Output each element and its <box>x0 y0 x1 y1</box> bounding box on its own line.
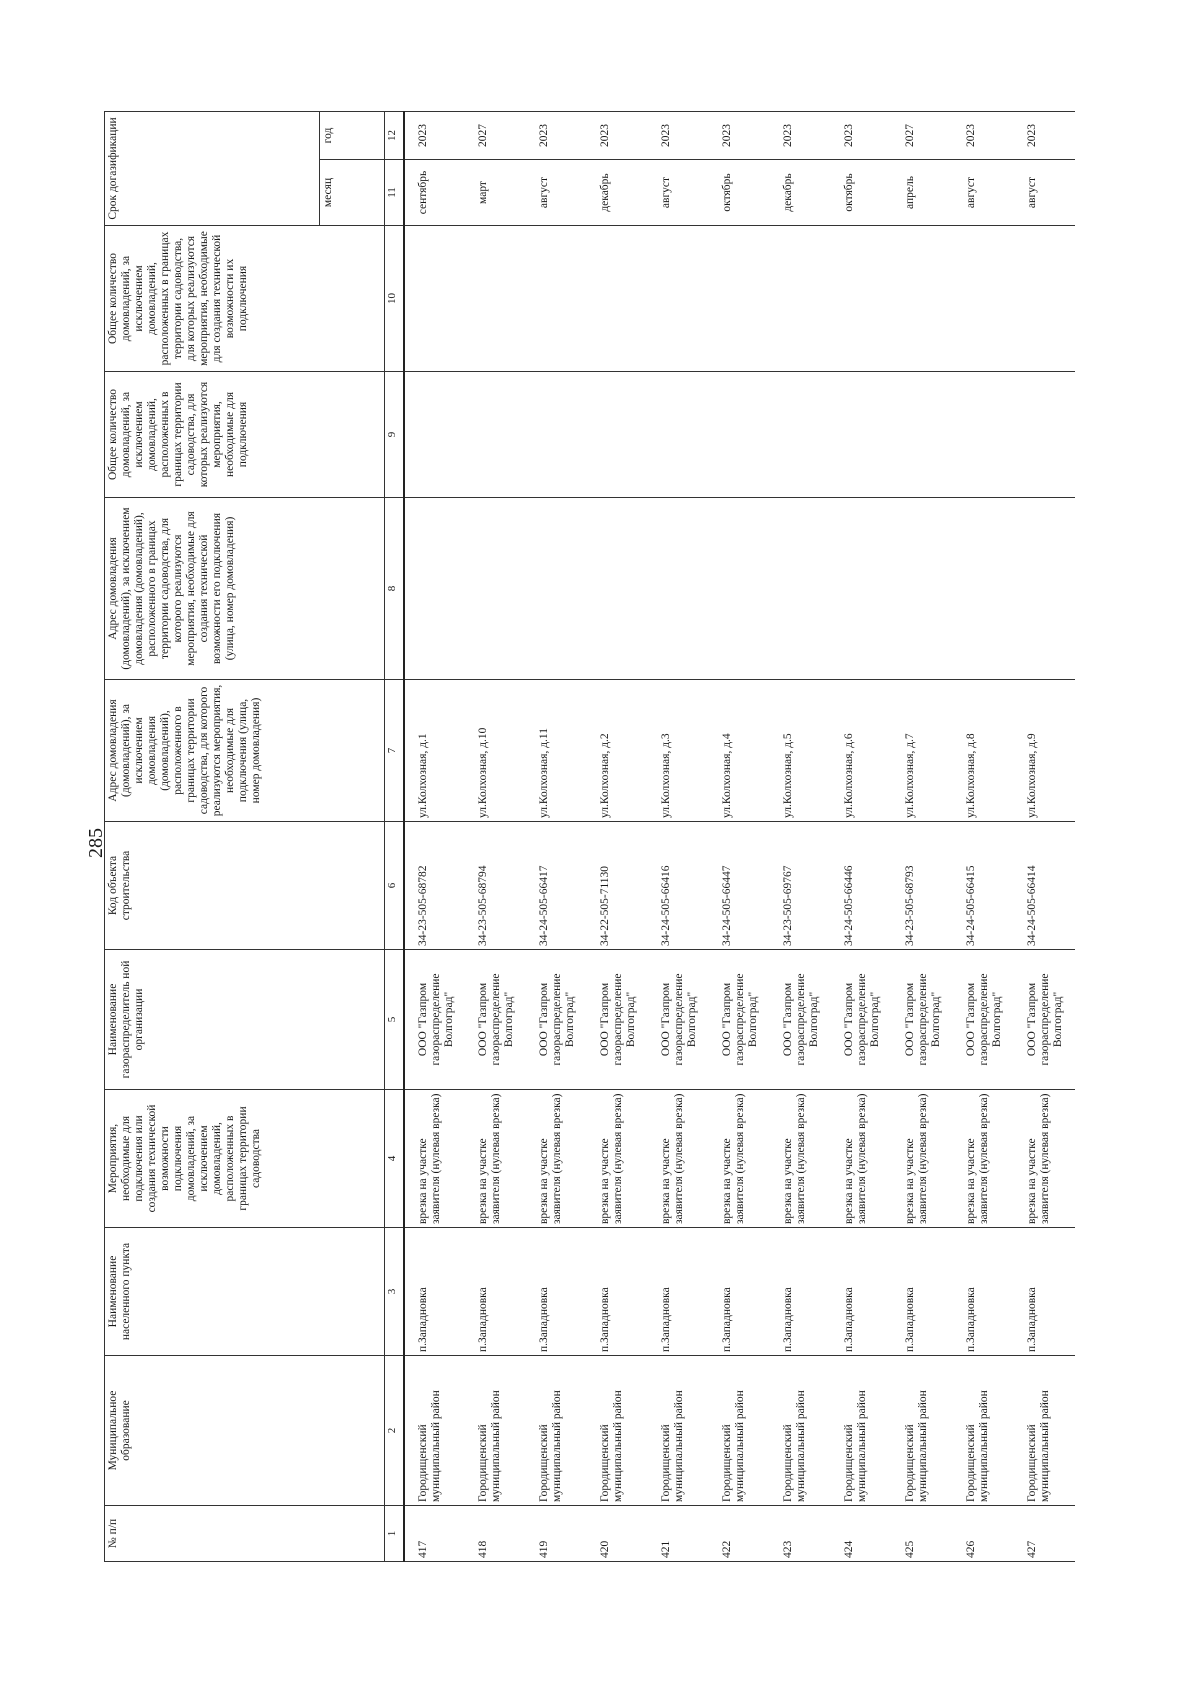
column-number: 2 <box>385 1356 405 1506</box>
row-settlement: п.Западновка <box>892 1228 953 1356</box>
row-municipality: Городищенский муниципальный район <box>587 1356 648 1506</box>
row-organization: ООО "Газпром газораспределение Волгоград" <box>526 950 587 1090</box>
row-municipality: Городищенский муниципальный район <box>465 1356 526 1506</box>
row-month: август <box>1014 160 1075 226</box>
row-address: ул.Колхозная, д.3 <box>648 680 709 822</box>
table-row <box>526 112 587 1562</box>
row-settlement: п.Западновка <box>770 1228 831 1356</box>
row-organization: ООО "Газпром газораспределение Волгоград" <box>831 950 892 1090</box>
column-number: 10 <box>385 226 405 372</box>
row-event: врезка на участке заявителя (нулевая врезка) <box>587 1090 648 1228</box>
row-number: 422 <box>709 1506 770 1562</box>
row-object-code: 34-24-505-66415 <box>953 822 1014 950</box>
row-address: ул.Колхозная, д.6 <box>831 680 892 822</box>
row-object-code: 34-24-505-66447 <box>709 822 770 950</box>
row-year: 2023 <box>404 112 465 160</box>
row-object-code: 34-23-505-68793 <box>892 822 953 950</box>
row-address-capability <box>892 498 953 680</box>
row-organization: ООО "Газпром газораспределение Волгоград" <box>404 950 465 1090</box>
row-number: 418 <box>465 1506 526 1562</box>
row-event: врезка на участке заявителя (нулевая врезка) <box>892 1090 953 1228</box>
row-address-capability <box>404 498 465 680</box>
header-month: месяц <box>320 160 385 226</box>
row-settlement: п.Западновка <box>709 1228 770 1356</box>
row-month: август <box>526 160 587 226</box>
table-row <box>831 112 892 1562</box>
header-deadline: Срок догазификации <box>105 112 320 226</box>
row-count-connection <box>1014 372 1075 498</box>
row-address-capability <box>831 498 892 680</box>
table-row <box>587 112 648 1562</box>
row-number: 417 <box>404 1506 465 1562</box>
row-count-connection <box>526 372 587 498</box>
row-municipality: Городищенский муниципальный район <box>526 1356 587 1506</box>
row-count-connection <box>892 372 953 498</box>
row-count-capability <box>709 226 770 372</box>
row-count-capability <box>1014 226 1075 372</box>
row-event: врезка на участке заявителя (нулевая врезка) <box>831 1090 892 1228</box>
row-municipality: Городищенский муниципальный район <box>1014 1356 1075 1506</box>
column-number: 8 <box>385 498 405 680</box>
row-number: 425 <box>892 1506 953 1562</box>
header-count-capability: Общее количество домовладений, за исключением домовладений, расположенных в границах территории садоводства, для которых реализуются мероприятия, необходимые для создания технической возможности их подключения <box>105 226 385 372</box>
row-count-capability <box>831 226 892 372</box>
row-municipality: Городищенский муниципальный район <box>953 1356 1014 1506</box>
row-event: врезка на участке заявителя (нулевая врезка) <box>770 1090 831 1228</box>
row-address-capability <box>526 498 587 680</box>
row-address-capability <box>465 498 526 680</box>
row-organization: ООО "Газпром газораспределение Волгоград" <box>770 950 831 1090</box>
row-address-capability <box>648 498 709 680</box>
row-count-connection <box>465 372 526 498</box>
row-count-capability <box>404 226 465 372</box>
header-settlement: Наименование населенного пункта <box>105 1228 385 1356</box>
row-address: ул.Колхозная, д.4 <box>709 680 770 822</box>
row-count-capability <box>953 226 1014 372</box>
row-object-code: 34-24-505-66416 <box>648 822 709 950</box>
row-settlement: п.Западновка <box>831 1228 892 1356</box>
row-month: март <box>465 160 526 226</box>
row-year: 2023 <box>770 112 831 160</box>
row-organization: ООО "Газпром газораспределение Волгоград" <box>892 950 953 1090</box>
row-month: сентябрь <box>404 160 465 226</box>
row-year: 2023 <box>587 112 648 160</box>
row-address-capability <box>709 498 770 680</box>
row-address: ул.Колхозная, д.5 <box>770 680 831 822</box>
table-region <box>104 112 1200 1558</box>
row-event: врезка на участке заявителя (нулевая врезка) <box>526 1090 587 1228</box>
row-event: врезка на участке заявителя (нулевая врезка) <box>953 1090 1014 1228</box>
header-address-connection: Адрес домовладения (домовладений), за исключением домовладения (домовладений), расположенного в границах территории садоводства, для которого реализуются мероприятия, необходимые для подключения (улица, номер домовладения) <box>105 680 385 822</box>
row-count-connection <box>770 372 831 498</box>
row-organization: ООО "Газпром газораспределение Волгоград" <box>953 950 1014 1090</box>
column-number: 9 <box>385 372 405 498</box>
table-row <box>953 112 1014 1562</box>
row-month: август <box>953 160 1014 226</box>
row-municipality: Городищенский муниципальный район <box>831 1356 892 1506</box>
row-object-code: 34-23-505-68782 <box>404 822 465 950</box>
table-row <box>892 112 953 1562</box>
row-number: 424 <box>831 1506 892 1562</box>
row-number: 421 <box>648 1506 709 1562</box>
row-event: врезка на участке заявителя (нулевая врезка) <box>648 1090 709 1228</box>
row-count-capability <box>892 226 953 372</box>
row-year: 2023 <box>1014 112 1075 160</box>
row-count-connection <box>587 372 648 498</box>
row-organization: ООО "Газпром газораспределение Волгоград" <box>1014 950 1075 1090</box>
row-address: ул.Колхозная, д.9 <box>1014 680 1075 822</box>
row-address: ул.Колхозная, д.11 <box>526 680 587 822</box>
row-organization: ООО "Газпром газораспределение Волгоград" <box>709 950 770 1090</box>
row-object-code: 34-23-505-68794 <box>465 822 526 950</box>
gasification-schedule-table <box>104 111 1075 1562</box>
row-object-code: 34-24-505-66414 <box>1014 822 1075 950</box>
row-address: ул.Колхозная, д.10 <box>465 680 526 822</box>
row-address: ул.Колхозная, д.1 <box>404 680 465 822</box>
row-settlement: п.Западновка <box>648 1228 709 1356</box>
row-address-capability <box>587 498 648 680</box>
column-number: 1 <box>385 1506 405 1562</box>
column-number: 4 <box>385 1090 405 1228</box>
row-count-capability <box>465 226 526 372</box>
table-row <box>465 112 526 1562</box>
row-event: врезка на участке заявителя (нулевая врезка) <box>465 1090 526 1228</box>
row-settlement: п.Западновка <box>1014 1228 1075 1356</box>
row-month: декабрь <box>587 160 648 226</box>
column-number: 12 <box>385 112 405 160</box>
row-count-capability <box>648 226 709 372</box>
rotated-table-container <box>104 112 1064 1562</box>
row-settlement: п.Западновка <box>587 1228 648 1356</box>
header-year: год <box>320 112 385 160</box>
row-event: врезка на участке заявителя (нулевая врезка) <box>404 1090 465 1228</box>
row-address: ул.Колхозная, д.8 <box>953 680 1014 822</box>
column-number-row <box>385 112 405 1562</box>
row-organization: ООО "Газпром газораспределение Волгоград" <box>587 950 648 1090</box>
row-settlement: п.Западновка <box>465 1228 526 1356</box>
row-month: декабрь <box>770 160 831 226</box>
table-row <box>709 112 770 1562</box>
row-year: 2023 <box>709 112 770 160</box>
header-row <box>105 112 320 1562</box>
row-count-capability <box>587 226 648 372</box>
row-count-connection <box>404 372 465 498</box>
row-event: врезка на участке заявителя (нулевая врезка) <box>709 1090 770 1228</box>
table-row <box>1014 112 1075 1562</box>
row-number: 419 <box>526 1506 587 1562</box>
column-number: 11 <box>385 160 405 226</box>
row-count-capability <box>526 226 587 372</box>
row-address: ул.Колхозная, д.2 <box>587 680 648 822</box>
row-organization: ООО "Газпром газораспределение Волгоград" <box>648 950 709 1090</box>
row-number: 427 <box>1014 1506 1075 1562</box>
header-object-code: Код объекта строительства <box>105 822 385 950</box>
row-object-code: 34-24-505-66417 <box>526 822 587 950</box>
row-municipality: Городищенский муниципальный район <box>892 1356 953 1506</box>
header-organization: Наименование газораспределитель ной организации <box>105 950 385 1090</box>
header-address-capability: Адрес домовладения (домовладений), за исключением домовладения (домовладений), расположенного в границах территории садоводства, для которого реализуются мероприятия, необходимые для создания технической возможности его подключения (улица, номер домовладения) <box>105 498 385 680</box>
row-year: 2023 <box>526 112 587 160</box>
row-count-connection <box>709 372 770 498</box>
row-settlement: п.Западновка <box>953 1228 1014 1356</box>
row-year: 2027 <box>892 112 953 160</box>
row-object-code: 34-24-505-66446 <box>831 822 892 950</box>
row-year: 2023 <box>831 112 892 160</box>
row-settlement: п.Западновка <box>404 1228 465 1356</box>
row-municipality: Городищенский муниципальный район <box>770 1356 831 1506</box>
column-number: 6 <box>385 822 405 950</box>
table-row <box>770 112 831 1562</box>
row-count-connection <box>953 372 1014 498</box>
row-organization: ООО "Газпром газораспределение Волгоград" <box>465 950 526 1090</box>
row-municipality: Городищенский муниципальный район <box>404 1356 465 1506</box>
row-object-code: 34-23-505-69767 <box>770 822 831 950</box>
row-settlement: п.Западновка <box>526 1228 587 1356</box>
row-year: 2023 <box>648 112 709 160</box>
row-municipality: Городищенский муниципальный район <box>648 1356 709 1506</box>
row-number: 423 <box>770 1506 831 1562</box>
header-number: № п/п <box>105 1506 385 1562</box>
row-count-capability <box>770 226 831 372</box>
row-count-connection <box>648 372 709 498</box>
row-year: 2027 <box>465 112 526 160</box>
table-row <box>404 112 465 1562</box>
row-month: апрель <box>892 160 953 226</box>
table-row <box>648 112 709 1562</box>
row-number: 420 <box>587 1506 648 1562</box>
row-month: октябрь <box>709 160 770 226</box>
column-number: 5 <box>385 950 405 1090</box>
row-address-capability <box>770 498 831 680</box>
row-year: 2023 <box>953 112 1014 160</box>
row-address-capability <box>1014 498 1075 680</box>
row-count-connection <box>831 372 892 498</box>
header-municipality: Муниципальное образование <box>105 1356 385 1506</box>
column-number: 3 <box>385 1228 405 1356</box>
row-address: ул.Колхозная, д.7 <box>892 680 953 822</box>
row-event: врезка на участке заявителя (нулевая врезка) <box>1014 1090 1075 1228</box>
row-month: август <box>648 160 709 226</box>
row-address-capability <box>953 498 1014 680</box>
row-object-code: 34-22-505-71130 <box>587 822 648 950</box>
column-number: 7 <box>385 680 405 822</box>
row-number: 426 <box>953 1506 1014 1562</box>
header-events: Мероприятия, необходимые для подключения или создания технической возможности подключения домовладений, за исключением домовладений, расположенных в границах территории садоводства <box>105 1090 385 1228</box>
page-number: 285 <box>85 828 107 858</box>
row-municipality: Городищенский муниципальный район <box>709 1356 770 1506</box>
row-month: октябрь <box>831 160 892 226</box>
header-count-connection: Общее количество домовладений, за исключением домовладений, расположенных в границах территории садоводства, для которых реализуются мероприятия, необходимые для подключения <box>105 372 385 498</box>
